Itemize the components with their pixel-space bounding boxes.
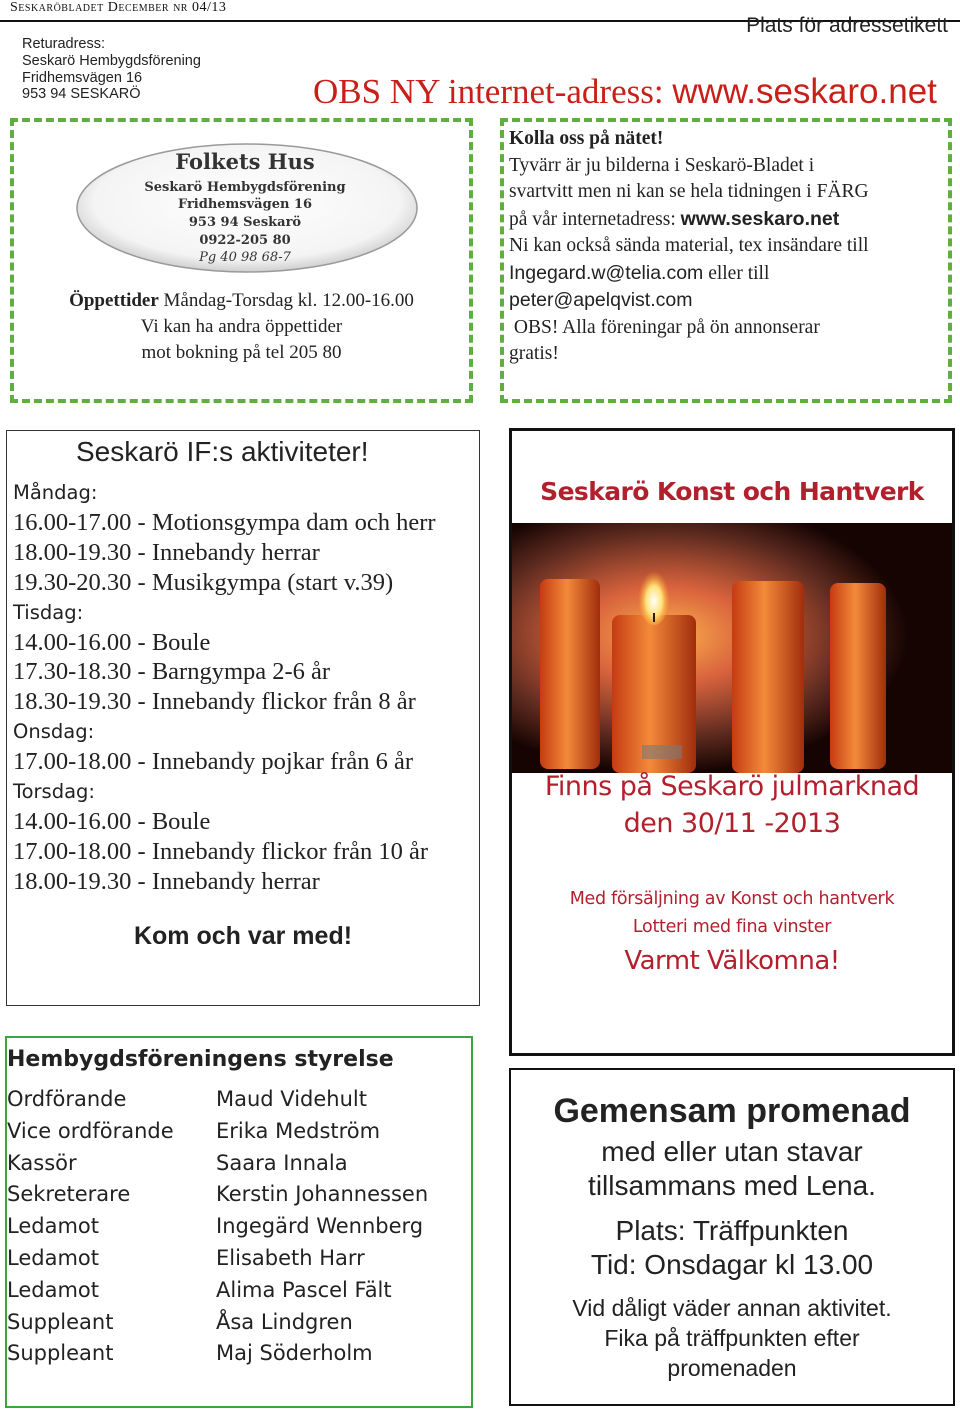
- board-name: Maud Videhult: [216, 1087, 367, 1111]
- return-address: [22, 36, 201, 103]
- return-line: Fridhemsvägen 16: [22, 69, 143, 86]
- activity-item: 19.30-20.30 - Musikgympa (start v.39): [13, 568, 394, 596]
- candle: [540, 579, 600, 769]
- board-role: Ledamot: [7, 1245, 99, 1270]
- advent-candles-photo: [512, 523, 952, 773]
- candle: [830, 583, 886, 769]
- board-role: Ledamot: [7, 1277, 99, 1302]
- email-link[interactable]: peter@apelqvist.com: [509, 289, 693, 311]
- board-name: Maj Söderholm: [216, 1341, 373, 1366]
- board-name: Kerstin Johannessen: [216, 1182, 429, 1207]
- activities-closing: Kom och var med!: [133, 922, 353, 950]
- board-name: Åsa Lindgren: [216, 1309, 353, 1334]
- return-line: 953 94 SESKARÖ: [22, 86, 141, 103]
- poster-title: Seskarö Konst och Hantverk: [540, 477, 924, 506]
- candle: [732, 581, 804, 773]
- christmas-market-poster: [509, 428, 955, 1056]
- svg-text:Fridhemsvägen 16: Fridhemsvägen 16: [177, 197, 313, 212]
- activity-item: 14.00-16.00 - Boule: [13, 807, 211, 835]
- svg-text:953 94 Seskarö: 953 94 Seskarö: [188, 215, 302, 230]
- activities-title: Seskarö IF:s aktiviteter!: [76, 436, 369, 467]
- opening-hours-line: Öppettider Måndag-Torsdag kl. 12.00-16.00: [69, 290, 414, 311]
- return-line: Returadress:: [22, 36, 106, 52]
- walk-text: promenaden: [667, 1355, 797, 1381]
- activity-item: 17.00-18.00 - Innebandy flickor från 10 år: [13, 837, 429, 865]
- board-role: Suppleant: [7, 1341, 114, 1366]
- logo-title: Folkets Hus: [175, 149, 315, 174]
- newsletter-header: Seskaröbladet December nr 04/13: [10, 0, 227, 15]
- activity-item: 17.30-18.30 - Barngympa 2-6 år: [13, 658, 331, 686]
- walk-text: tillsammans med Lena.: [588, 1170, 876, 1201]
- svg-text:Pg 40 98 68-7: Pg 40 98 68-7: [199, 250, 291, 265]
- opening-note: mot bokning på tel 205 80: [141, 342, 342, 363]
- board-name: Alima Pascel Fält: [216, 1277, 392, 1302]
- website-link[interactable]: www.seskaro.net: [672, 72, 937, 111]
- board-role: Vice ordförande: [7, 1118, 174, 1143]
- obs-banner-text: OBS NY internet-adress:: [313, 72, 673, 111]
- board-name: Ingegärd Wennberg: [216, 1214, 424, 1239]
- board-role: Sekreterare: [7, 1182, 131, 1207]
- opening-hours-label: Öppettider: [69, 290, 159, 311]
- board-name: Elisabeth Harr: [216, 1245, 365, 1270]
- board-role: Suppleant: [7, 1309, 114, 1334]
- folkets-hus-logo: [75, 140, 425, 275]
- activity-item: 18.00-19.30 - Innebandy herrar: [13, 538, 320, 566]
- walk-title: Gemensam promenad: [553, 1092, 911, 1130]
- walk-box: [509, 1068, 955, 1406]
- activity-day: Måndag:: [13, 481, 98, 504]
- activity-day: Tisdag:: [13, 600, 84, 624]
- walk-text: Vid dåligt väder annan aktivitet.: [572, 1295, 892, 1321]
- obs-banner: [313, 72, 937, 112]
- poster-date: den 30/11 -2013: [623, 808, 841, 839]
- board-role: Kassör: [7, 1150, 77, 1175]
- website-info: Kolla oss på nätet! Tyvärr är ju bilderna i Seskarö-Bladet i svartvitt men ni kan se hela tidningen i FÄRG på vår internetadress: www.seskaro.net Ni kan också sända material, tex insändare till Ingegard.w@telia.com eller till peter@apelqvist.com OBS! Alla föreningar på ön annonserar gratis!: [509, 126, 949, 368]
- walk-text: med eller utan stavar: [601, 1136, 863, 1167]
- activity-day: Torsdag:: [13, 780, 95, 804]
- website-heading: Kolla oss på nätet!: [509, 128, 664, 149]
- walk-time: Tid: Onsdagar kl 13.00: [590, 1249, 874, 1280]
- board-title: Hembygdsföreningens styrelse: [7, 1047, 394, 1072]
- poster-text: Lotteri med fina vinster: [632, 917, 832, 937]
- activity-item: 17.00-18.00 - Innebandy pojkar från 6 år: [13, 748, 414, 776]
- activity-item: 18.00-19.30 - Innebandy herrar: [13, 867, 320, 895]
- activities-schedule: [13, 478, 436, 897]
- activity-day: Onsdag:: [13, 720, 95, 744]
- walk-text: Fika på träffpunkten efter: [604, 1325, 860, 1351]
- activity-item: 16.00-17.00 - Motionsgympa dam och herr: [13, 508, 436, 536]
- board-name: Erika Medström: [216, 1118, 381, 1143]
- opening-hours: [10, 288, 473, 366]
- activity-item: 18.30-19.30 - Innebandy flickor från 8 år: [13, 688, 416, 716]
- return-line: Seskarö Hembygdsförening: [22, 52, 201, 69]
- board-role: Ordförande: [7, 1087, 127, 1111]
- poster-text: Finns på Seskarö julmarknad: [544, 771, 920, 802]
- poster-text: Med försäljning av Konst och hantverk: [569, 889, 895, 909]
- svg-text:Seskarö Hembygdsförening: Seskarö Hembygdsförening: [144, 180, 346, 195]
- walk-place: Plats: Träffpunkten: [615, 1215, 849, 1246]
- website-link[interactable]: www.seskaro.net: [680, 207, 840, 230]
- address-label: Plats för adressetikett: [746, 14, 948, 37]
- svg-text:0922-205 80: 0922-205 80: [199, 233, 291, 248]
- activity-item: 14.00-16.00 - Boule: [13, 628, 211, 656]
- opening-note: Vi kan ha andra öppettider: [140, 316, 343, 337]
- board-name: Saara Innala: [216, 1150, 348, 1175]
- email-link[interactable]: Ingegard.w@telia.com: [509, 261, 704, 284]
- poster-welcome: Varmt Välkomna!: [624, 946, 840, 976]
- board-role: Ledamot: [7, 1214, 99, 1239]
